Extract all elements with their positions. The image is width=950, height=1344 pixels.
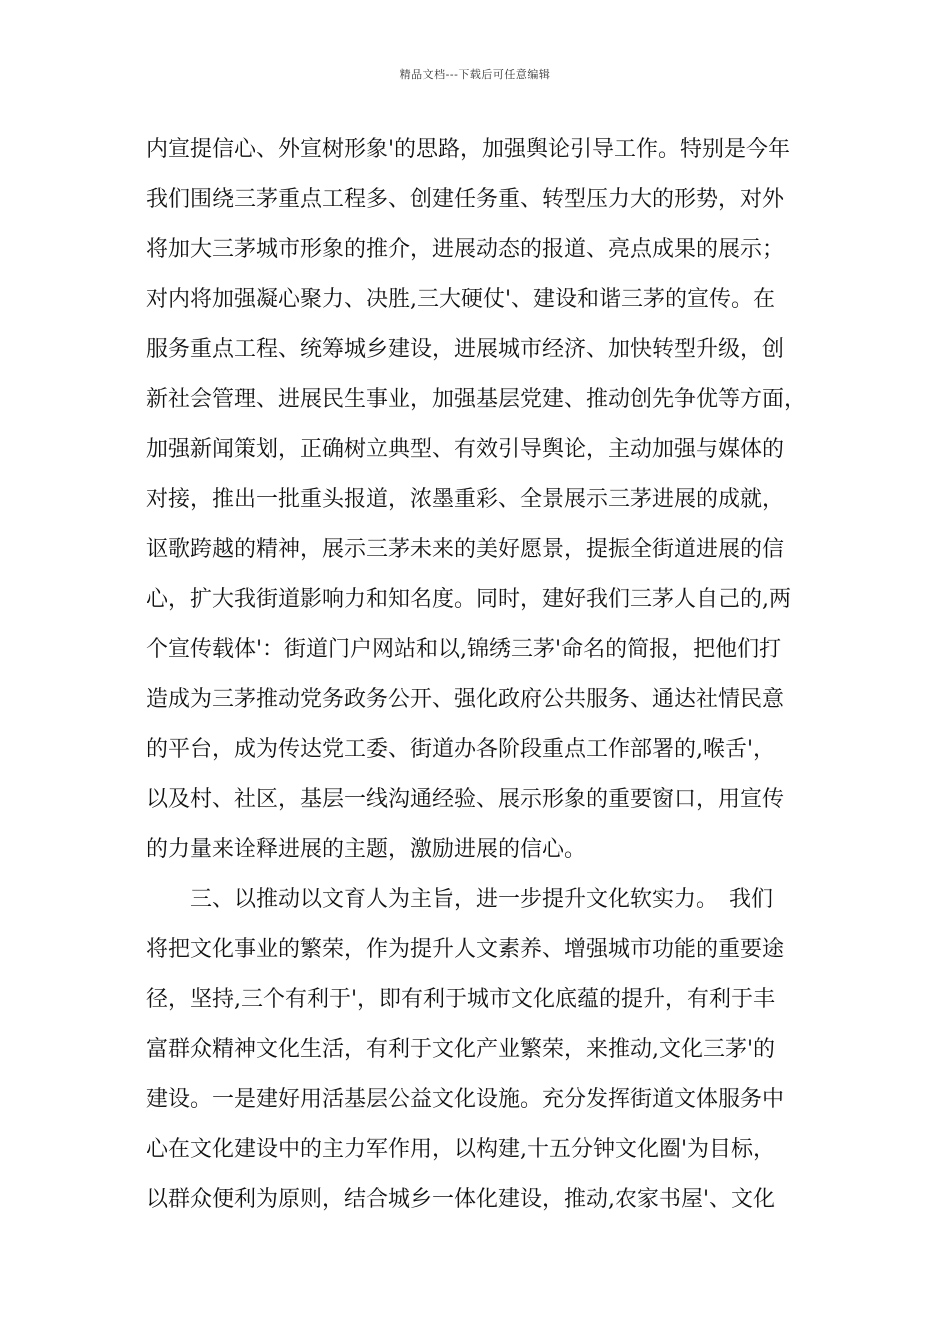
text-line: 讴歌跨越的精神，展示三茅未来的美好愿景，提振全街道进展的信: [146, 537, 785, 562]
text-line: 新社会管理、进展民生事业，加强基层党建、推动创先争优等方面，: [146, 387, 807, 412]
text-line: 造成为三茅推动党务政务公开、强化政府公共服务、通达社情民意: [146, 687, 785, 712]
text-line: 心在文化建设中的主力军作用，以构建,十五分钟文化圈'为目标，: [146, 1137, 776, 1162]
text-line: 的平台，成为传达党工委、街道办各阶段重点工作部署的,喉舌'，: [146, 737, 776, 762]
text-line: 富群众精神文化生活，有利于文化产业繁荣，来推动,文化三茅'的: [146, 1037, 776, 1062]
text-line: 对接，推出一批重头报道，浓墨重彩、全景展示三茅进展的成就，: [146, 487, 785, 512]
text-line: 加强新闻策划，正确树立典型、有效引导舆论，主动加强与媒体的: [146, 437, 785, 462]
section-heading-line: 三、以推动以文育人为主旨，进一步提升文化软实力。 我们: [190, 887, 774, 912]
text-line: 的力量来诠释进展的主题，激励进展的信心。: [146, 837, 587, 862]
text-line: 对内将加强凝心聚力、决胜,三大硬仗'、建设和谐三茅的宣传。在: [146, 287, 776, 312]
text-line: 将把文化事业的繁荣，作为提升人文素养、增强城市功能的重要途: [146, 937, 785, 962]
page-header: 精品文档---下载后可任意编辑: [399, 68, 551, 81]
text-line: 服务重点工程、统筹城乡建设，进展城市经济、加快转型升级，创: [146, 337, 785, 362]
text-line: 我们围绕三茅重点工程多、创建任务重、转型压力大的形势，对外: [146, 187, 785, 212]
text-line: 以及村、社区，基层一线沟通经验、展示形象的重要窗口，用宣传: [146, 787, 785, 812]
text-line: 个宣传载体'：街道门户网站和以,锦绣三茅'命名的简报，把他们打: [146, 637, 782, 662]
text-line: 心，扩大我街道影响力和知名度。同时，建好我们三茅人自己的,两: [146, 587, 791, 612]
text-line: 内宣提信心、外宣树形象'的思路，加强舆论引导工作。特别是今年: [146, 137, 791, 162]
text-line: 将加大三茅城市形象的推介，进展动态的报道、亮点成果的展示；: [146, 237, 785, 262]
text-line: 以群众便利为原则，结合城乡一体化建设，推动,农家书屋'、文化: [146, 1187, 776, 1212]
text-line: 建设。一是建好用活基层公益文化设施。充分发挥街道文体服务中: [146, 1087, 785, 1112]
text-line: 径，坚持,三个有利于'，即有利于城市文化底蕴的提升，有利于丰: [146, 987, 776, 1012]
